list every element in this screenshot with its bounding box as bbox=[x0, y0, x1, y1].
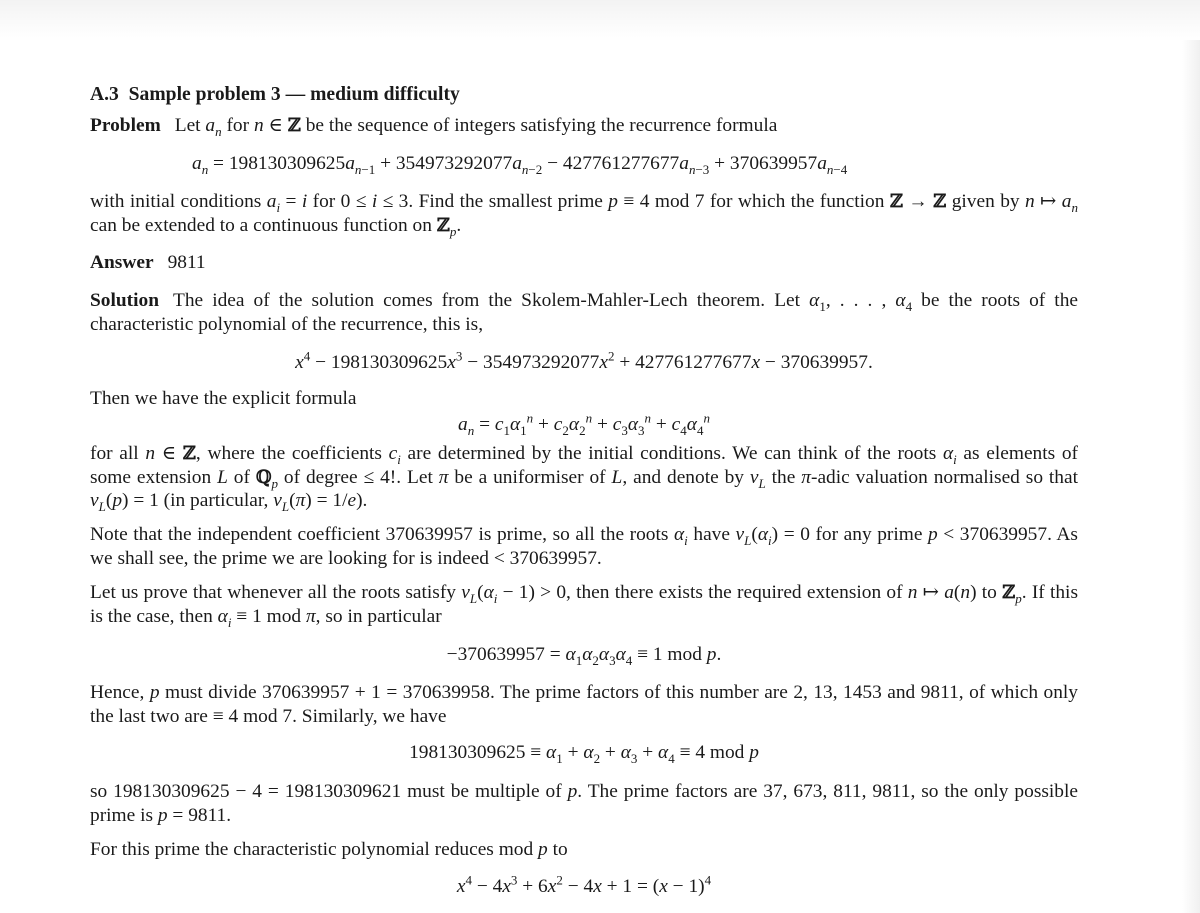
answer-line bbox=[90, 251, 1078, 275]
solution-paragraph-7: so 198130309625 − 4 = 198130309621 must be multiple of p. The prime factors are 37, 673, 811, 9811, so the only possible prime is p = 9811. bbox=[90, 781, 1078, 826]
recurrence-equation: $a_n = 198130309625a_{n-1} + 354973292077a_{n-2} - 427761277677a_{n-3} + 370639957a_{n-4}$ bbox=[192, 153, 848, 177]
answer-value: 9811 bbox=[167, 252, 206, 273]
explicit-formula: $a_n = c_1\alpha_1^n + c_2\alpha_2^n + c_3\alpha_3^n + c_4\alpha_4^n$ bbox=[458, 410, 710, 438]
solution-paragraph-6: Hence, p must divide 370639957 + 1 = 370639958. The prime factors of this number are 2, 13, 1453 and 9811, of which only the last two are ≡ 4 mod 7. Similarly, we have bbox=[90, 682, 1078, 727]
problem-label: Problem bbox=[90, 115, 161, 136]
problem-intro: Problem Let $a_n$ for n ∈ ℤ be the sequence of integers satisfying the recurrence formula bbox=[90, 115, 778, 139]
product-equation: $-370639957 = \alpha_1\alpha_2\alpha_3\alpha_4 \equiv 1$ mod p. bbox=[446, 644, 722, 668]
characteristic-polynomial: $x^4 - 198130309625x^3 - 354973292077x^2 + 427761277677x - 370639957$. bbox=[295, 348, 873, 373]
solution-paragraph-2: Then we have the explicit formula bbox=[90, 388, 357, 409]
section-heading bbox=[90, 83, 1078, 107]
page-edge-shadow bbox=[1182, 40, 1200, 913]
solution-paragraph-8: For this prime the characteristic polynomial reduces mod p to bbox=[90, 839, 568, 860]
section-number: A.3 bbox=[90, 84, 119, 105]
solution-paragraph-3: for all n ∈ ℤ, where the coefficients $c_i$ are determined by the initial conditions. We can think of the roots $\alpha_i$ as elements of some extension L of ℚ$_p$ of degree ≤ 4!. Let π be a uniformiser of L, and denote by $v_L$ the π-adic valuation normalised so that $v_L(p) = 1$ (in particular, $v_L(\pi) = 1/e$). bbox=[90, 443, 1079, 514]
problem-conditions: with initial conditions $a_i = i$ for 0 ≤ i ≤ 3. Find the smallest prime p ≡ 4 mod 7 for which the function ℤ → ℤ given by n ↦ $a_n$ can be extended to a continuous function on ℤ$_p$. bbox=[90, 191, 1078, 239]
solution-paragraph-5: Let us prove that whenever all the roots satisfy $v_L(\alpha_i - 1) > 0$, then there exists the required extension of n ↦ a(n) to ℤ$_p$. If this is the case, then $\alpha_i \equiv 1$ mod π, so in particular bbox=[90, 582, 1078, 630]
sum-equation: $198130309625 \equiv \alpha_1 + \alpha_2 + \alpha_3 + \alpha_4 \equiv 4$ mod p bbox=[409, 742, 759, 766]
answer-label: Answer bbox=[90, 252, 154, 273]
section-title: Sample problem 3 — medium difficulty bbox=[128, 84, 460, 105]
top-shadow bbox=[0, 0, 1200, 38]
solution-paragraph-4: Note that the independent coefficient 370639957 is prime, so all the roots $\alpha_i$ have $v_L(\alpha_i) = 0$ for any prime p < 370639957. As we shall see, the prime we are looking for is indeed < 370639957. bbox=[90, 524, 1078, 569]
solution-label: Solution bbox=[90, 290, 159, 311]
reduced-polynomial: $x^4 - 4x^3 + 6x^2 - 4x + 1 = (x - 1)^4$ bbox=[456, 872, 712, 897]
solution-paragraph-1: Solution The idea of the solution comes from the Skolem-Mahler-Lech theorem. Let $\alpha_1$, . . . , $\alpha_4$ be the roots of the characteristic polynomial of the recurrence, this is, bbox=[90, 290, 1078, 335]
